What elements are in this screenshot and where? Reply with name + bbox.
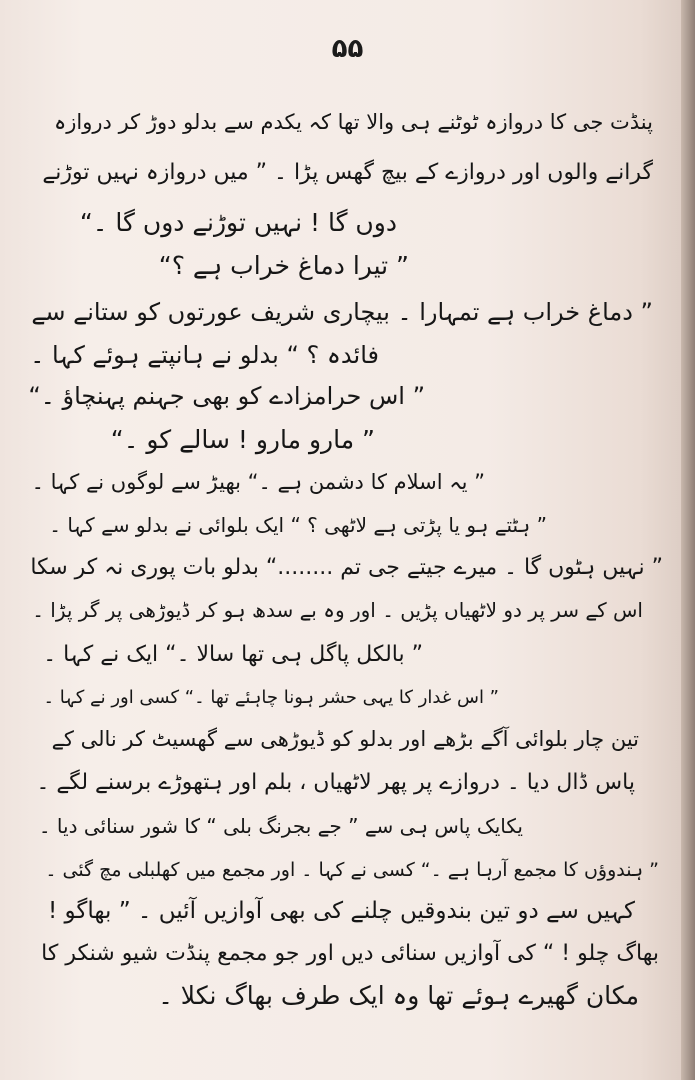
text-line: بھاگ چلو ! “ کی آوازیں سنائی دیں اور جو مجمع پنڈت شیو شنکر کا (41, 941, 659, 966)
text-line: یکایک پاس ہی سے ” جے بجرنگ بلی “ کا شور سنائی دیا ۔ (38, 814, 523, 838)
text-line: ” بالکل پاگل ہی تھا سالا ۔“ ایک نے کہا ۔ (43, 642, 423, 667)
text-line: پاس ڈال دیا ۔ دروازے پر پھر لاٹھیاں ، بلم اور ہتھوڑے برسنے لگے ۔ (36, 770, 635, 795)
text-line: تین چار بلوائی آگے بڑھے اور بدلو کو ڈیوڑھی سے گھسیٹ کر نالی کے (51, 727, 639, 751)
text-line: گرانے والوں اور دروازے کے بیچ گھس پڑا ۔ ” میں دروازہ نہیں توڑنے (42, 160, 653, 185)
text-line: دوں گا ! نہیں توڑنے دوں گا ۔“ (79, 208, 397, 237)
text-line: ” اس حرامزادے کو بھی جہنم پہنچاؤ ۔“ (28, 382, 425, 410)
text-line: ” تیرا دماغ خراب ہے ؟“ (158, 251, 409, 280)
text-line: ” یہ اسلام کا دشمن ہے ۔“ بھیڑ سے لوگوں نے کہا ۔ (31, 470, 485, 494)
text-line: ” ہٹتے ہو یا پڑتی ہے لاٹھی ؟ “ ایک بلوائی نے بدلو سے کہا ۔ (49, 513, 547, 537)
text-line: ” اس غدار کا یہی حشر ہونا چاہئے تھا ۔“ کسی اور نے کہا ۔ (43, 687, 499, 708)
text-line: پنڈت جی کا دروازہ ٹوٹنے ہی والا تھا کہ یکدم سے بدلو دوڑ کر دروازہ (53, 110, 653, 134)
text-line: ” دماغ خراب ہے تمہارا ۔ بیچاری شریف عورتوں کو ستانے سے (31, 298, 653, 326)
text-line: مکان گھیرے ہوئے تھا وہ ایک طرف بھاگ نکلا ۔ (158, 981, 639, 1010)
text-line: ” نہیں ہٹوں گا ۔ میرے جیتے جی تم ........“ بدلو بات پوری نہ کر سکا (30, 555, 663, 580)
text-line: ” مارو مارو ! سالے کو ۔“ (110, 425, 375, 454)
text-line: اس کے سر پر دو لاٹھیاں پڑیں ۔ اور وہ بے سدھ ہو کر ڈیوڑھی پر گر پڑا ۔ (32, 598, 643, 622)
page-number: ۵۵ (331, 34, 364, 64)
text-line: کہیں سے دو تین بندوقیں چلنے کی بھی آوازیں آئیں ۔ ” بھاگو ! (48, 898, 635, 924)
text-line: فائدہ ؟ “ بدلو نے ہانپتے ہوئے کہا ۔ (30, 341, 379, 369)
text-line: ” ہندوؤں کا مجمع آرہا ہے ۔“ کسی نے کہا ۔ اور مجمع میں کھلبلی مچ گئی ۔ (45, 859, 659, 881)
